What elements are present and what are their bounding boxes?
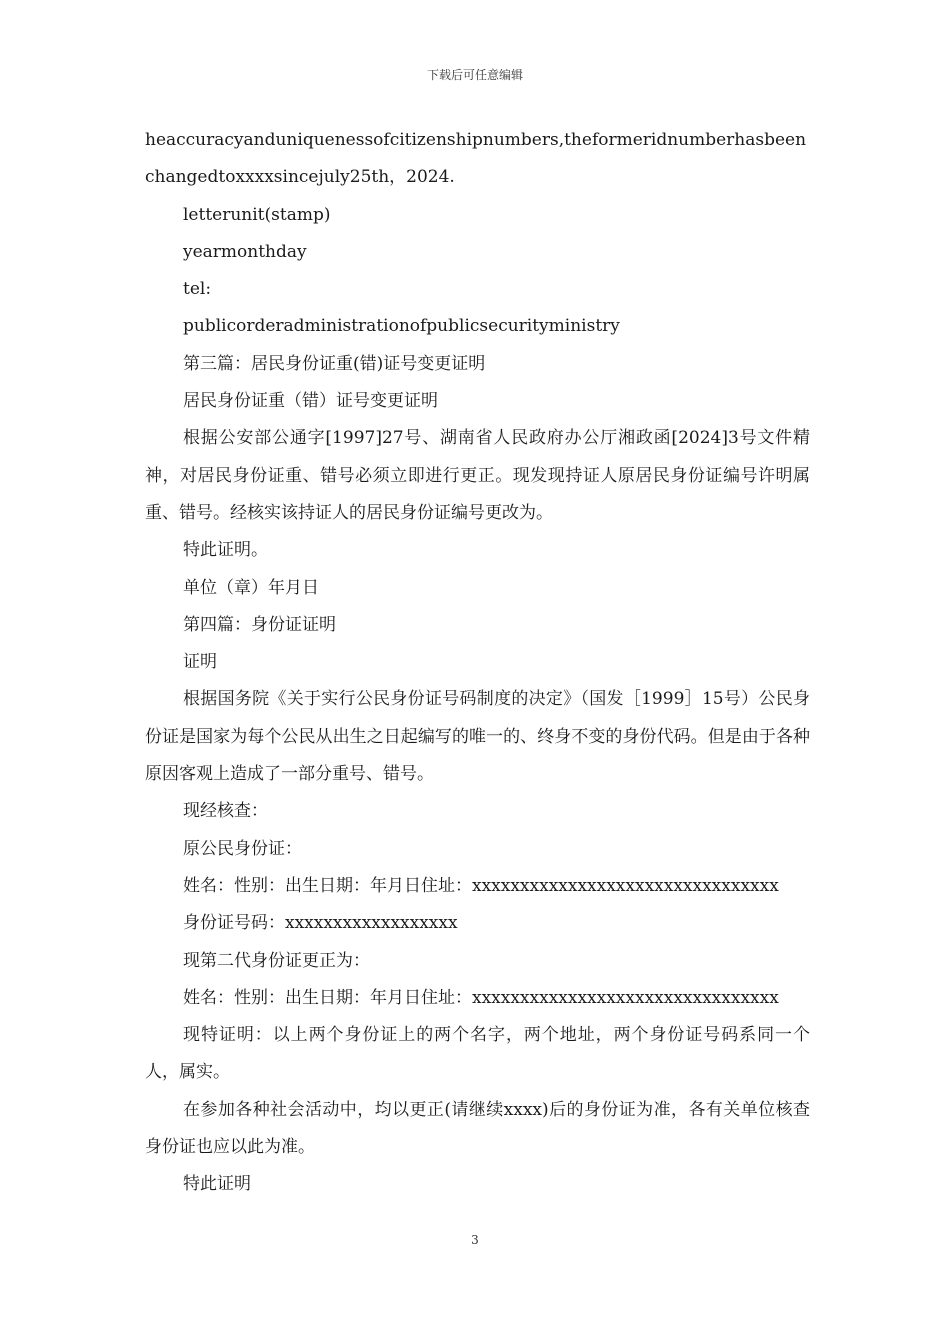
paragraph: 原公民身份证： — [183, 838, 302, 859]
page-number: 3 — [471, 1233, 479, 1247]
paragraph: 特此证明。 — [183, 540, 268, 561]
paragraph: 现第二代身份证更正为： — [183, 950, 370, 971]
page-header: 下载后可任意编辑 — [426, 68, 523, 82]
paragraph: 姓名：性别：出生日期：年月日住址：xxxxxxxxxxxxxxxxxxxxxxxxxxxxxxxx — [183, 875, 779, 896]
paragraph: 现经核查： — [183, 801, 268, 822]
paragraph: publicorderadministrationofpublicsecurityministry — [183, 316, 620, 337]
paragraph: 根据国务院《关于实行公民身份证号码制度的决定》（国发［1999］15号）公民身份证是国家为每个公民从出生之日起编写的唯一的、终身不变的身份代码。但是由于各种原因客观上造成了一部分重号、错号。 — [145, 689, 810, 785]
document-body — [145, 122, 810, 1204]
paragraph: 在参加各种社会活动中，均以更正(请继续xxxx)后的身份证为准，各有关单位核查身份证也应以此为准。 — [145, 1099, 810, 1158]
paragraph: 姓名：性别：出生日期：年月日住址：xxxxxxxxxxxxxxxxxxxxxxxxxxxxxxxx — [183, 987, 779, 1008]
paragraph: 居民身份证重（错）证号变更证明 — [183, 391, 438, 412]
paragraph: 单位（章）年月日 — [183, 577, 319, 598]
paragraph: letterunit(stamp) — [183, 204, 331, 225]
paragraph: 特此证明 — [183, 1174, 251, 1195]
paragraph: 证明 — [183, 652, 217, 673]
paragraph: heaccuracyanduniquenessofcitizenshipnumbers,theformeridnumberhasbeenchangedtoxxxxsincejuly25th，2024. — [145, 130, 807, 188]
paragraph: 第三篇：居民身份证重(错)证号变更证明 — [183, 353, 486, 374]
paragraph: 根据公安部公通字[1997]27号、湖南省人民政府办公厅湘政函[2024]3号文件精神，对居民身份证重、错号必须立即进行更正。现发现持证人原居民身份证编号许明属重、错号。经核实该持证人的居民身份证编号更改为。 — [145, 428, 810, 523]
paragraph: 现特证明：以上两个身份证上的两个名字，两个地址，两个身份证号码系同一个人，属实。 — [145, 1025, 810, 1083]
paragraph: 第四篇：身份证证明 — [183, 614, 336, 635]
paragraph: 身份证号码：xxxxxxxxxxxxxxxxxx — [183, 913, 458, 934]
paragraph: tel: — [183, 279, 212, 300]
paragraph: yearmonthday — [183, 241, 307, 262]
